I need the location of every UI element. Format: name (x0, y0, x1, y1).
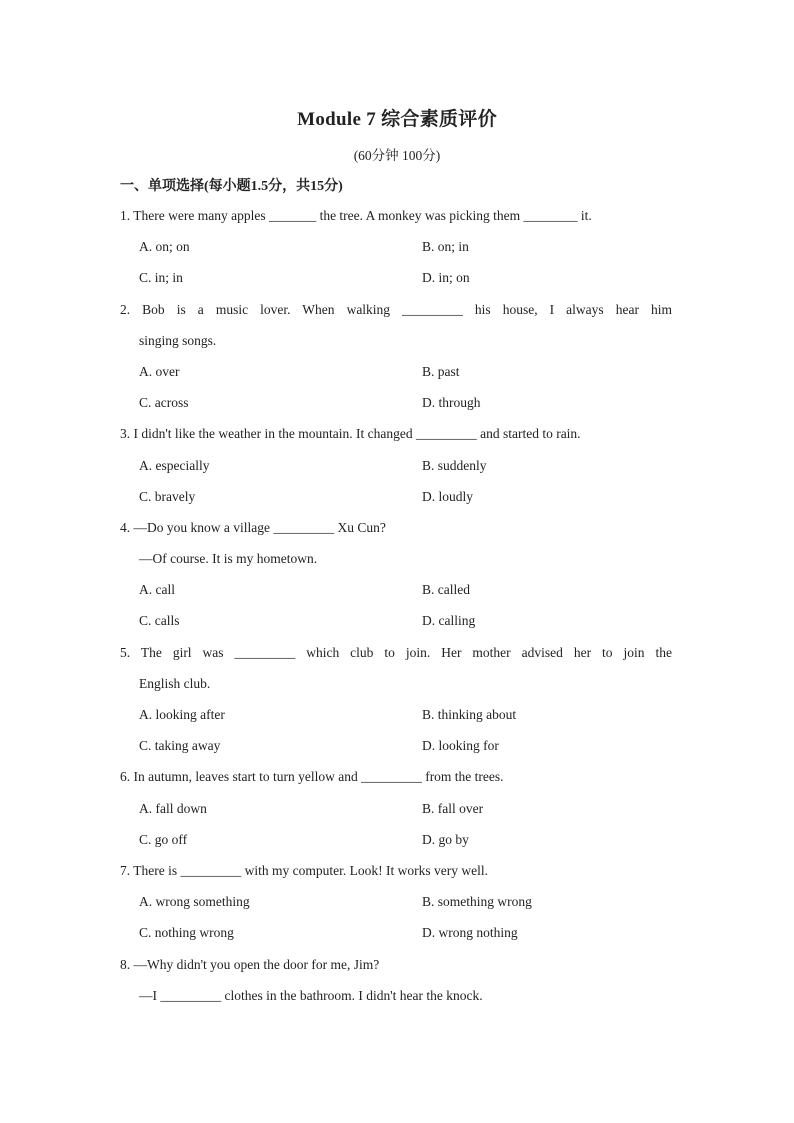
question-7 (0, 858, 794, 952)
question-1 (0, 203, 794, 297)
options-row (0, 359, 794, 390)
options-row (0, 796, 794, 827)
options-row (0, 234, 794, 265)
question-stem-continued: singing songs. (139, 332, 217, 348)
options-row (0, 733, 794, 764)
option-a[interactable]: A. looking after (139, 707, 225, 722)
option-a[interactable]: A. fall down (139, 800, 207, 816)
option-b[interactable]: B. past (422, 363, 460, 379)
page-subtitle: (60分钟 100分) (353, 148, 441, 163)
option-b[interactable]: B. something wrong (422, 894, 532, 910)
option-a[interactable]: A. wrong something (139, 894, 250, 910)
option-d[interactable]: D. loudly (422, 488, 474, 504)
question-stem: 5. The girl was _________ which club to join. Her mother advised her to join the (120, 644, 672, 660)
option-a[interactable]: A. on; on (139, 239, 190, 255)
question-stem: 6. In autumn, leaves start to turn yellow and _________ from the trees. (120, 769, 504, 785)
options-row (0, 827, 794, 858)
options-row (0, 265, 794, 296)
option-d[interactable]: D. wrong nothing (422, 925, 518, 941)
option-c[interactable]: C. calls (139, 613, 180, 629)
option-c[interactable]: C. bravely (139, 488, 196, 504)
question-5 (0, 640, 794, 765)
page-title: Module 7 综合素质评价 (297, 109, 497, 130)
question-stem: 7. There is _________ with my computer. Look! It works very well. (120, 862, 488, 878)
option-b[interactable]: B. on; in (422, 239, 469, 255)
question-2 (0, 297, 794, 422)
options-row (0, 484, 794, 515)
option-c[interactable]: C. nothing wrong (139, 925, 234, 941)
option-d[interactable]: D. in; on (422, 270, 470, 286)
option-a[interactable]: A. call (139, 582, 175, 598)
option-a[interactable]: A. over (139, 363, 180, 379)
question-stem-continued: —Of course. It is my hometown. (139, 551, 318, 567)
question-list (0, 203, 794, 1014)
option-d[interactable]: D. go by (422, 831, 469, 847)
question-3 (0, 421, 794, 515)
question-stem: 4. —Do you know a village _________ Xu Cun? (120, 519, 386, 535)
options-row (0, 453, 794, 484)
options-row (0, 920, 794, 951)
options-row (0, 889, 794, 920)
options-row (0, 577, 794, 608)
option-b[interactable]: B. fall over (422, 800, 484, 816)
option-d[interactable]: D. through (422, 395, 481, 411)
question-stem: 3. I didn't like the weather in the mountain. It changed _________ and started to rain. (120, 426, 581, 442)
option-c[interactable]: C. across (139, 395, 189, 411)
question-6 (0, 764, 794, 858)
option-b[interactable]: B. thinking about (422, 707, 517, 722)
options-row (0, 608, 794, 639)
options-row (0, 390, 794, 421)
option-d[interactable]: D. looking for (422, 738, 499, 754)
question-4 (0, 515, 794, 640)
option-b[interactable]: B. suddenly (422, 457, 487, 473)
question-stem: 2. Bob is a music lover. When walking _________ his house, I always hear him (120, 301, 672, 317)
section-heading: 一、单项选择(每小题1.5分，共15分) (120, 179, 343, 194)
question-stem: 1. There were many apples _______ the tree. A monkey was picking them ________ it. (120, 208, 592, 223)
question-8 (0, 952, 794, 1014)
question-stem-continued: English club. (139, 675, 211, 691)
option-b[interactable]: B. called (422, 582, 470, 598)
option-c[interactable]: C. go off (139, 831, 188, 847)
option-c[interactable]: C. taking away (139, 738, 221, 754)
options-row (0, 702, 794, 733)
option-d[interactable]: D. calling (422, 613, 476, 629)
option-a[interactable]: A. especially (139, 457, 210, 473)
question-stem-continued: —I _________ clothes in the bathroom. I didn't hear the knock. (139, 987, 483, 1003)
option-c[interactable]: C. in; in (139, 270, 183, 286)
question-stem: 8. —Why didn't you open the door for me, Jim? (120, 956, 380, 972)
